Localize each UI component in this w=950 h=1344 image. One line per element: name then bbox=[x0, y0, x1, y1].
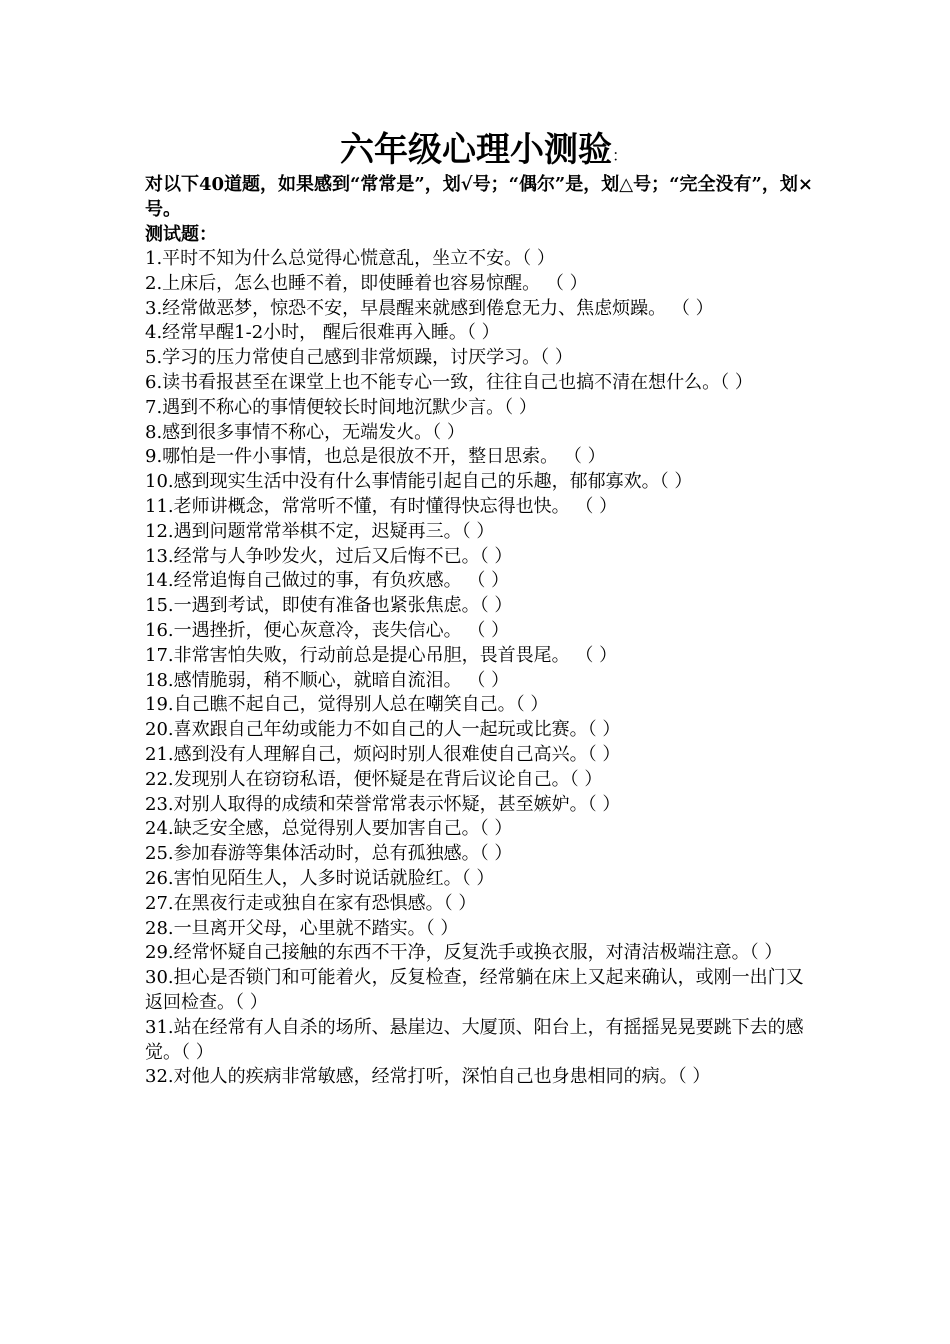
document-page bbox=[145, 128, 813, 1090]
question-item: 24.缺乏安全感，总觉得别人要加害自己。（ ） bbox=[145, 818, 513, 840]
question-item: 13.经常与人争吵发火，过后又后悔不已。（ ） bbox=[145, 545, 513, 567]
question-item: 26.害怕见陌生人，人多时说话就脸红。（ ） bbox=[145, 867, 495, 889]
question-item: 7.遇到不称心的事情便较长时间地沉默少言。（ ） bbox=[145, 396, 537, 418]
question-item: 15.一遇到考试，即使有准备也紧张焦虑。（ ） bbox=[145, 595, 513, 617]
question-list bbox=[145, 247, 813, 1090]
page-title bbox=[145, 128, 813, 172]
question-item: 29.经常怀疑自己接触的东西不干净，反复洗手或换衣服，对清洁极端注意。（ ） bbox=[145, 942, 783, 964]
question-item: 12.遇到问题常常举棋不定，迟疑再三。（ ） bbox=[145, 520, 495, 542]
question-item: 22.发现别人在窃窃私语，便怀疑是在背后议论自己。（ ） bbox=[145, 768, 603, 790]
question-item: 3.经常做恶梦，惊恐不安，早晨醒来就感到倦怠无力、焦虑烦躁。 （ ） bbox=[145, 297, 714, 319]
question-item: 14.经常追悔自己做过的事，有负疚感。 （ ） bbox=[145, 570, 510, 592]
question-item: 27.在黑夜行走或独自在家有恐惧感。（ ） bbox=[145, 892, 477, 914]
question-item: 28.一旦离开父母，心里就不踏实。（ ） bbox=[145, 917, 459, 939]
section-label: 测试题： bbox=[145, 224, 217, 245]
question-item: 30.担心是否锁门和可能着火，反复检查，经常躺在床上又起来确认，或刚一出门又返回检查。（ ） bbox=[145, 967, 804, 1013]
question-item: 18.感情脆弱，稍不顺心，就暗自流泪。 （ ） bbox=[145, 669, 510, 691]
question-item: 4.经常早醒1-2小时， 醒后很难再入睡。（ ） bbox=[145, 322, 500, 344]
question-item: 19.自己瞧不起自己，觉得别人总在嘲笑自己。（ ） bbox=[145, 694, 549, 716]
question-item: 5.学习的压力常使自己感到非常烦躁，讨厌学习。（ ） bbox=[145, 347, 573, 369]
question-item: 25.参加春游等集体活动时，总有孤独感。（ ） bbox=[145, 843, 513, 865]
question-item: 32.对他人的疾病非常敏感，经常打听，深怕自己也身患相同的病。（ ） bbox=[145, 1066, 711, 1088]
question-item: 31.站在经常有人自杀的场所、悬崖边、大厦顶、阳台上，有摇摇晃晃要跳下去的感觉。（ ） bbox=[145, 1016, 804, 1063]
question-item: 2.上床后，怎么也睡不着，即使睡着也容易惊醒。 （ ） bbox=[145, 272, 588, 294]
question-item: 8.感到很多事情不称心，无端发火。（ ） bbox=[145, 421, 465, 443]
question-item: 10.感到现实生活中没有什么事情能引起自己的乐趣，郁郁寡欢。（ ） bbox=[145, 471, 693, 493]
question-item: 17.非常害怕失败，行动前总是提心吊胆，畏首畏尾。 （ ） bbox=[145, 644, 618, 666]
question-item: 6.读书看报甚至在课堂上也不能专心一致，往往自己也搞不清在想什么。（ ） bbox=[145, 371, 753, 393]
title-text: 六年级心理小测验 bbox=[339, 130, 612, 170]
title-colon: ： bbox=[611, 146, 628, 165]
question-item: 23.对别人取得的成绩和荣誉常常表示怀疑，甚至嫉妒。（ ） bbox=[145, 793, 621, 815]
question-item: 20.喜欢跟自己年幼或能力不如自己的人一起玩或比赛。（ ） bbox=[145, 719, 621, 741]
instructions: 对以下40道题，如果感到“常常是”，划√号；“偶尔”是，划△号；“完全没有”，划×号。 bbox=[145, 174, 813, 220]
question-item: 11.老师讲概念，常常听不懂，有时懂得快忘得也快。 （ ） bbox=[145, 495, 618, 517]
question-item: 1.平时不知为什么总觉得心慌意乱，坐立不安。（ ） bbox=[145, 248, 555, 269]
question-item: 21.感到没有人理解自己，烦闷时别人很难使自己高兴。（ ） bbox=[145, 743, 621, 765]
question-item: 16.一遇挫折，便心灰意冷，丧失信心。 （ ） bbox=[145, 619, 510, 641]
question-item: 9.哪怕是一件小事情，也总是很放不开，整日思索。 （ ） bbox=[145, 446, 606, 468]
